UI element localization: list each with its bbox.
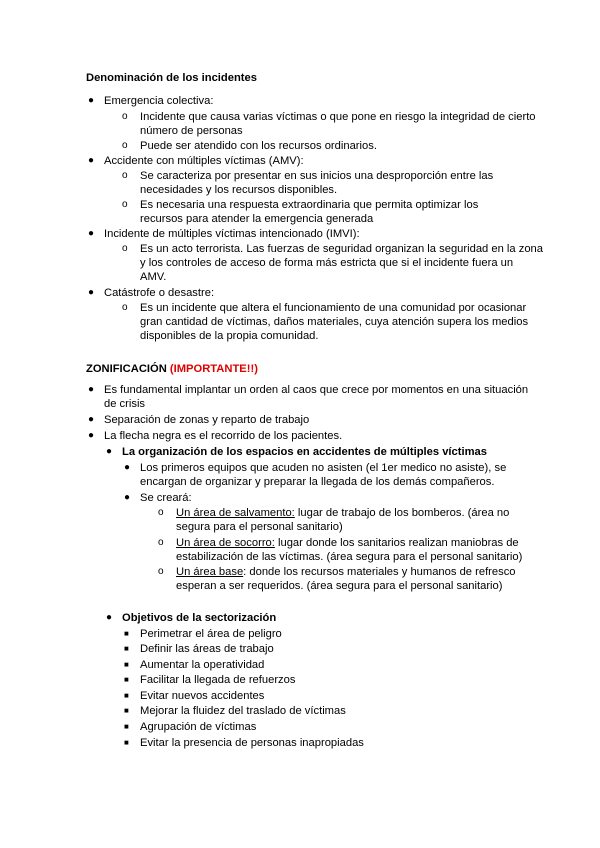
- list-item: Catástrofe o desastre:: [104, 287, 215, 299]
- square-bullet-icon: ■: [124, 691, 129, 700]
- sub-item: Es un incidente que altera el funcionamiento de una comunidad por ocasionar: [140, 302, 527, 314]
- bullet-icon: ●: [106, 446, 113, 457]
- circle-bullet-icon: o: [122, 302, 128, 313]
- area-item-cont: esperan a ser requeridos. (área segura para el personal sanitario): [176, 580, 503, 592]
- square-bullet-icon: ■: [124, 660, 129, 669]
- sub-item-cont: AMV.: [140, 271, 167, 283]
- circle-bullet-icon: o: [122, 111, 128, 122]
- bullet-icon: ●: [88, 155, 95, 166]
- list-item: Es fundamental implantar un orden al caos que crece por momentos en una situación: [104, 384, 529, 396]
- square-bullet-icon: ■: [124, 738, 129, 747]
- area-desc: lugar donde los sanitarios realizan maniobras de: [274, 537, 519, 549]
- objective-item: Agrupación de víctimas: [140, 721, 257, 733]
- section-heading: [86, 362, 258, 376]
- square-bullet-icon: ■: [124, 675, 129, 684]
- list-item: Accidente con múltiples víctimas (AMV):: [104, 155, 304, 167]
- bullet-icon: ●: [106, 612, 113, 623]
- square-bullet-icon: ■: [124, 629, 129, 638]
- area-item: [176, 565, 516, 579]
- objective-item: Facilitar la llegada de refuerzos: [140, 674, 296, 686]
- list-item: Se creará:: [140, 492, 192, 504]
- sub-item-cont: y los controles de acceso de forma más estricta que si el incidente fuera un: [140, 257, 514, 269]
- list-item-cont: encargan de organizar y preparar la llegada de los demás compañeros.: [140, 476, 495, 488]
- heading-text: ZONIFICACIÓN: [86, 363, 167, 375]
- circle-bullet-icon: o: [122, 199, 128, 210]
- area-item: [176, 506, 509, 520]
- square-bullet-icon: ■: [124, 644, 129, 653]
- square-bullet-icon: ■: [124, 706, 129, 715]
- area-desc: lugar de trabajo de los bomberos. (área no: [294, 507, 510, 519]
- circle-bullet-icon: o: [122, 140, 128, 151]
- bullet-icon: ●: [124, 462, 131, 473]
- objective-item: Aumentar la operatividad: [140, 659, 265, 671]
- circle-bullet-icon: o: [158, 507, 164, 518]
- list-item: Emergencia colectiva:: [104, 95, 214, 107]
- list-item: Separación de zonas y reparto de trabajo: [104, 414, 310, 426]
- list-item: Incidente de múltiples víctimas intencionado (IMVI):: [104, 228, 360, 240]
- list-item: Los primeros equipos que acuden no asisten (el 1er medico no asiste), se: [140, 462, 507, 474]
- area-item-cont: segura para el personal sanitario): [176, 521, 343, 533]
- objective-item: Evitar la presencia de personas inapropiadas: [140, 737, 364, 749]
- area-item-cont: estabilización de las víctimas. (área segura para el personal sanitario): [176, 551, 523, 563]
- sub-item: Se caracteriza por presentar en sus inicios una desproporción entre las: [140, 170, 494, 182]
- circle-bullet-icon: o: [158, 537, 164, 548]
- section-heading: Denominación de los incidentes: [86, 72, 257, 84]
- area-item: [176, 536, 519, 550]
- area-name: Un área base: [176, 566, 244, 578]
- bullet-icon: ●: [124, 492, 131, 503]
- objective-item: Evitar nuevos accidentes: [140, 690, 265, 702]
- important-note: (IMPORTANTE!!): [169, 363, 258, 375]
- sub-item: Puede ser atendido con los recursos ordinarios.: [140, 140, 377, 152]
- objective-item: Mejorar la fluidez del traslado de víctimas: [140, 705, 346, 717]
- area-desc: : donde los recursos materiales y humanos de refresco: [243, 566, 516, 578]
- list-item: La flecha negra es el recorrido de los pacientes.: [104, 430, 343, 442]
- bullet-icon: ●: [88, 384, 95, 395]
- bullet-icon: ●: [88, 228, 95, 239]
- sub-item-cont: recursos para atender la emergencia generada: [140, 213, 374, 225]
- circle-bullet-icon: o: [122, 243, 128, 254]
- area-name: Un área de socorro:: [176, 537, 275, 549]
- bullet-icon: ●: [88, 95, 95, 106]
- objective-item: Definir las áreas de trabajo: [140, 643, 274, 655]
- square-bullet-icon: ■: [124, 722, 129, 731]
- subsection-title: Objetivos de la sectorización: [122, 612, 277, 624]
- sub-item: Es un acto terrorista. Las fuerzas de seguridad organizan la seguridad en la zona: [140, 243, 543, 255]
- sub-item-cont: gran cantidad de víctimas, daños materiales, cuya atención supera los medios: [140, 316, 529, 328]
- sub-item-cont: disponibles de la propia comunidad.: [140, 330, 319, 342]
- bullet-icon: ●: [88, 430, 95, 441]
- circle-bullet-icon: o: [122, 170, 128, 181]
- sub-item: Es necesaria una respuesta extraordinaria que permita optimizar los: [140, 199, 479, 211]
- subsection-title: La organización de los espacios en accidentes de múltiples víctimas: [122, 446, 487, 458]
- sub-item-cont: número de personas: [140, 125, 243, 137]
- sub-item: Incidente que causa varias víctimas o que pone en riesgo la integridad de cierto: [140, 111, 536, 123]
- circle-bullet-icon: o: [158, 566, 164, 577]
- sub-item-cont: necesidades y los recursos disponibles.: [140, 184, 338, 196]
- objective-item: Perimetrar el área de peligro: [140, 628, 282, 640]
- area-name: Un área de salvamento:: [176, 507, 295, 519]
- bullet-icon: ●: [88, 414, 95, 425]
- list-item-cont: de crisis: [104, 398, 146, 410]
- bullet-icon: ●: [88, 287, 95, 298]
